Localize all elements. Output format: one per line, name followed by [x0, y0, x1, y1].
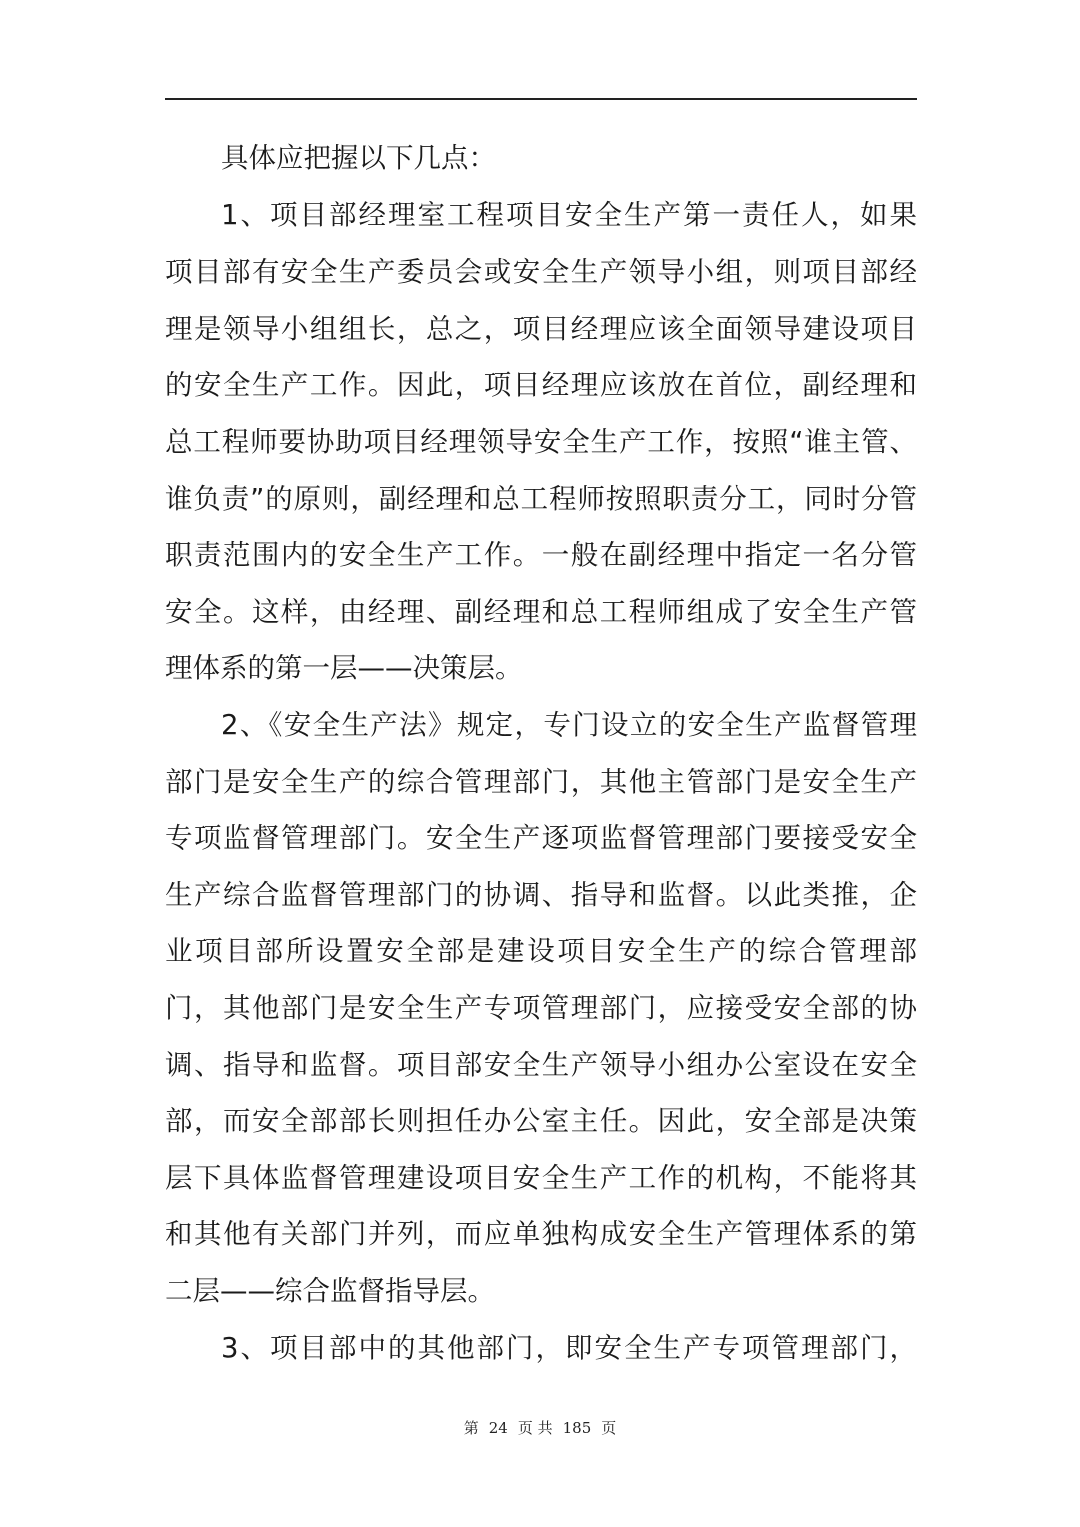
text-line: 调、指导和监督。项目部安全生产领导小组办公室设在安全 [165, 1049, 917, 1081]
page-label-prefix: 第 [463, 1419, 479, 1437]
text-line: 理是领导小组组长，总之，项目经理应该全面领导建设项目 [165, 313, 917, 345]
text-line: 理体系的第一层——决策层。 [165, 652, 523, 684]
text-line: 生产综合监督管理部门的协调、指导和监督。以此类推，企 [165, 879, 917, 911]
text-line: 的安全生产工作。因此，项目经理应该放在首位，副经理和 [165, 369, 917, 401]
page-label-suffix: 页 [601, 1419, 617, 1437]
text-line: 职责范围内的安全生产工作。一般在副经理中指定一名分管 [165, 539, 917, 571]
text-line: 业项目部所设置安全部是建设项目安全生产的综合管理部 [165, 935, 917, 967]
text-line: 具体应把握以下几点： [221, 142, 496, 174]
text-line: 部门是安全生产的综合管理部门，其他主管部门是安全生产 [165, 766, 917, 798]
page-label-mid: 页 共 [517, 1419, 553, 1437]
page-footer [0, 1416, 1080, 1440]
text-line: 二层——综合监督指导层。 [165, 1275, 495, 1307]
text-line: 和其他有关部门并列，而应单独构成安全生产管理体系的第 [165, 1218, 917, 1250]
text-line: 项目部有安全生产委员会或安全生产领导小组，则项目部经 [165, 256, 917, 288]
text-line: 安全。这样，由经理、副经理和总工程师组成了安全生产管 [165, 596, 917, 628]
text-line: 专项监督管理部门。安全生产逐项监督管理部门要接受安全 [165, 822, 917, 854]
total-pages-number: 185 [562, 1419, 592, 1437]
text-line: 谁负责”的原则，副经理和总工程师按照职责分工，同时分管 [165, 483, 917, 515]
current-page-number: 24 [488, 1419, 508, 1437]
text-line: 3、项目部中的其他部门，即安全生产专项管理部门， [221, 1332, 917, 1364]
header-rule [165, 98, 917, 100]
text-line: 部，而安全部部长则担任办公室主任。因此，安全部是决策 [165, 1105, 917, 1137]
text-line: 层下具体监督管理建设项目安全生产工作的机构，不能将其 [165, 1162, 917, 1194]
text-line: 1、项目部经理室工程项目安全生产第一责任人，如果 [221, 199, 917, 231]
text-line: 总工程师要协助项目经理领导安全生产工作，按照“谁主管、 [165, 426, 917, 458]
text-line: 门，其他部门是安全生产专项管理部门，应接受安全部的协 [165, 992, 917, 1024]
text-line: 2、《安全生产法》规定，专门设立的安全生产监督管理 [221, 709, 917, 741]
